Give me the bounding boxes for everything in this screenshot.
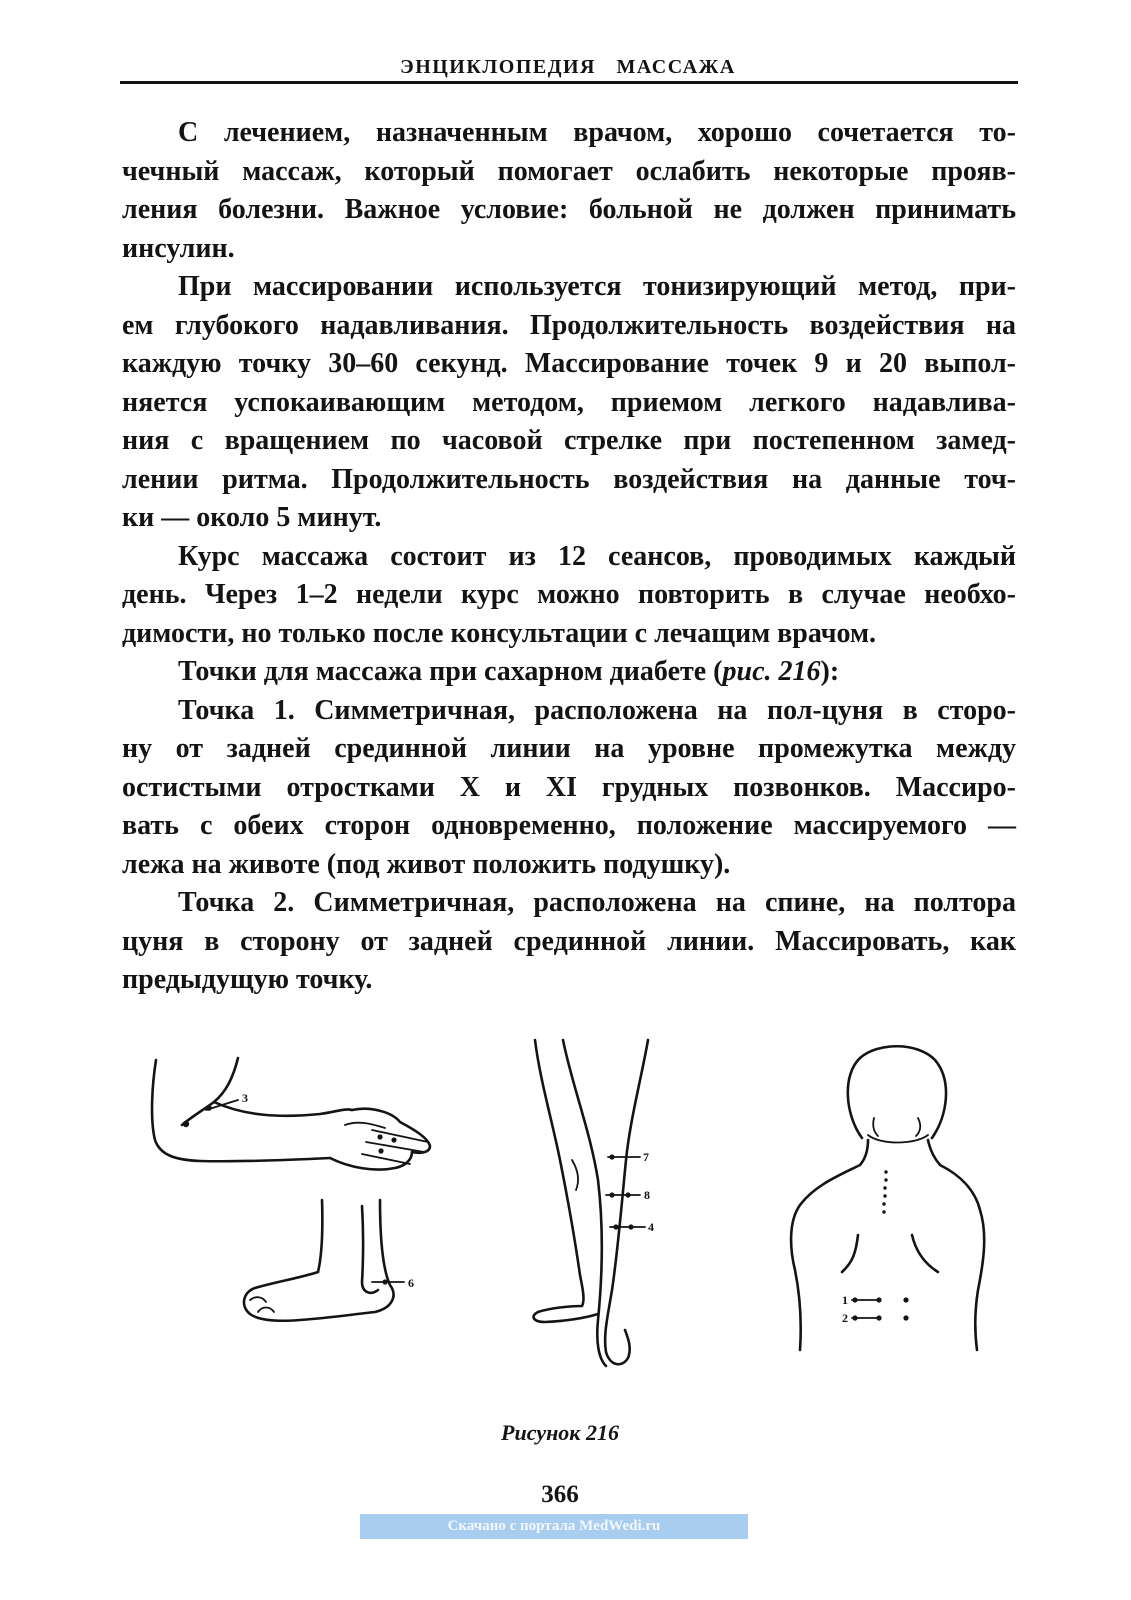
paragraph-5 xyxy=(122,692,1016,885)
leg-point xyxy=(609,1154,614,1159)
elbow-point xyxy=(183,1121,189,1127)
text-line: каждую точку 30–60 секунд. Массирование точек 9 и 20 выпол- xyxy=(122,348,1016,379)
leg-point xyxy=(625,1192,630,1197)
back-drawing xyxy=(791,1046,984,1350)
body-text xyxy=(122,114,1016,1000)
ankle-inner-line xyxy=(362,1206,378,1293)
spine-dot xyxy=(882,1210,885,1213)
head-outline xyxy=(848,1046,946,1138)
paragraph-2 xyxy=(122,268,1016,538)
text-line: димости, но только после консультации с лечащим врачом. xyxy=(122,617,877,649)
back-point xyxy=(876,1315,881,1320)
spine-dot xyxy=(883,1194,886,1197)
forearm-top-outline xyxy=(214,1102,352,1116)
text-line xyxy=(122,653,1016,692)
paragraph-1 xyxy=(122,114,1016,268)
upper-arm-inner-outline xyxy=(182,1058,238,1125)
figure-216-illustration xyxy=(0,1020,1131,1395)
ankle-point xyxy=(382,1279,387,1284)
foot-back-outline xyxy=(318,1200,322,1272)
foot-drawing xyxy=(244,1200,414,1321)
text-line: лении ритма. Продолжительность воздействия на данные точ- xyxy=(122,463,1016,495)
text-line: ния с вращением по часовой стрелке при постепенном замед- xyxy=(122,425,1016,456)
back-point xyxy=(876,1297,881,1302)
hand-point xyxy=(391,1137,396,1142)
paragraph-4 xyxy=(122,653,1016,692)
text-line: няется успокаивающим методом, приемом легкого надавлива- xyxy=(122,386,1016,418)
back-point xyxy=(852,1297,857,1302)
leg-point-label: 7 xyxy=(643,1150,649,1164)
text-line: При массировании используется тонизирующий метод, при- xyxy=(178,271,1016,302)
hairline xyxy=(868,1118,928,1143)
shoulder-blade-lines xyxy=(842,1235,938,1272)
text-line: ления болезни. Важное условие: больной не должен принимать xyxy=(122,194,1016,225)
text-line: ну от задней срединной линии на уровне промежутка между xyxy=(122,733,1016,764)
spine-dot xyxy=(883,1186,886,1189)
fingers-outline xyxy=(345,1123,428,1164)
arm-point xyxy=(206,1105,212,1111)
right-shoulder-outline xyxy=(928,1140,984,1350)
back-point xyxy=(903,1297,908,1302)
text-line: вать с обеих сторон одновременно, положение массируемого — xyxy=(122,810,1016,841)
paragraph-3 xyxy=(122,538,1016,654)
spine-dot xyxy=(884,1178,887,1181)
spine-dots xyxy=(882,1170,887,1213)
leg-point xyxy=(609,1192,614,1197)
text-segment: Точки для массажа при сахарном диабете ( xyxy=(178,656,723,687)
text-line: ки — около 5 минут. xyxy=(122,502,382,533)
back-point xyxy=(852,1315,857,1320)
header-rule xyxy=(120,81,1018,84)
paragraph-6 xyxy=(122,884,1016,1000)
back-point-label: 1 xyxy=(842,1293,848,1307)
running-title: ЭНЦИКЛОПЕДИЯ МАССАЖА xyxy=(400,56,736,78)
leg-back-outline xyxy=(605,1040,648,1364)
text-line: инсулин. xyxy=(122,232,235,264)
text-line: Точка 1. Симметричная, расположена на пол-цуня в сторо- xyxy=(178,694,1016,726)
hand-point xyxy=(378,1148,383,1153)
arm-drawing xyxy=(152,1058,430,1170)
figure-caption: Рисунок 216 xyxy=(501,1420,619,1445)
arm-point-label: 3 xyxy=(242,1091,248,1105)
text-line: день. Через 1–2 недели курс можно повторить в случае необхо- xyxy=(122,579,1016,610)
text-line: лежа на животе (под живот положить подушку). xyxy=(122,848,731,880)
leg-point-label: 4 xyxy=(648,1220,654,1234)
spine-dot xyxy=(884,1170,887,1173)
leg-point-label: 8 xyxy=(644,1188,650,1202)
leg-front-outline xyxy=(534,1040,598,1322)
spine-dot xyxy=(882,1202,885,1205)
toes-outline xyxy=(250,1297,274,1312)
page-number: 366 xyxy=(541,1481,579,1508)
leg-drawing xyxy=(534,1040,654,1366)
leg-point xyxy=(628,1224,633,1229)
text-line: Точка 2. Симметричная, расположена на спине, на полтора xyxy=(178,887,1016,918)
ankle-point-label: 6 xyxy=(408,1276,414,1290)
text-line: остистыми отростками X и XI грудных позвонков. Массиро- xyxy=(122,771,1016,803)
text-line: ем глубокого надавливания. Продолжительность воздействия на xyxy=(122,309,1016,341)
back-point-label: 2 xyxy=(842,1311,848,1325)
text-line: Курс массажа состоит из 12 сеансов, проводимых каждый xyxy=(178,540,1016,572)
figure-reference: рис. 216 xyxy=(722,656,821,687)
text-line: чечный массаж, который помогает ослабить некоторые прояв- xyxy=(122,155,1016,187)
leg-point xyxy=(613,1224,618,1229)
knee-detail xyxy=(572,1160,578,1190)
text-line: предыдущую точку. xyxy=(122,964,373,995)
download-watermark: Скачано с портала MedWedi.ru xyxy=(360,1514,748,1539)
text-segment: ): xyxy=(820,656,840,687)
text-line: С лечением, назначенным врачом, хорошо сочетается то- xyxy=(178,117,1016,148)
hand-point xyxy=(377,1134,382,1139)
text-line: цуня в сторону от задней срединной линии. Массировать, как xyxy=(122,925,1016,957)
back-point xyxy=(903,1315,908,1320)
